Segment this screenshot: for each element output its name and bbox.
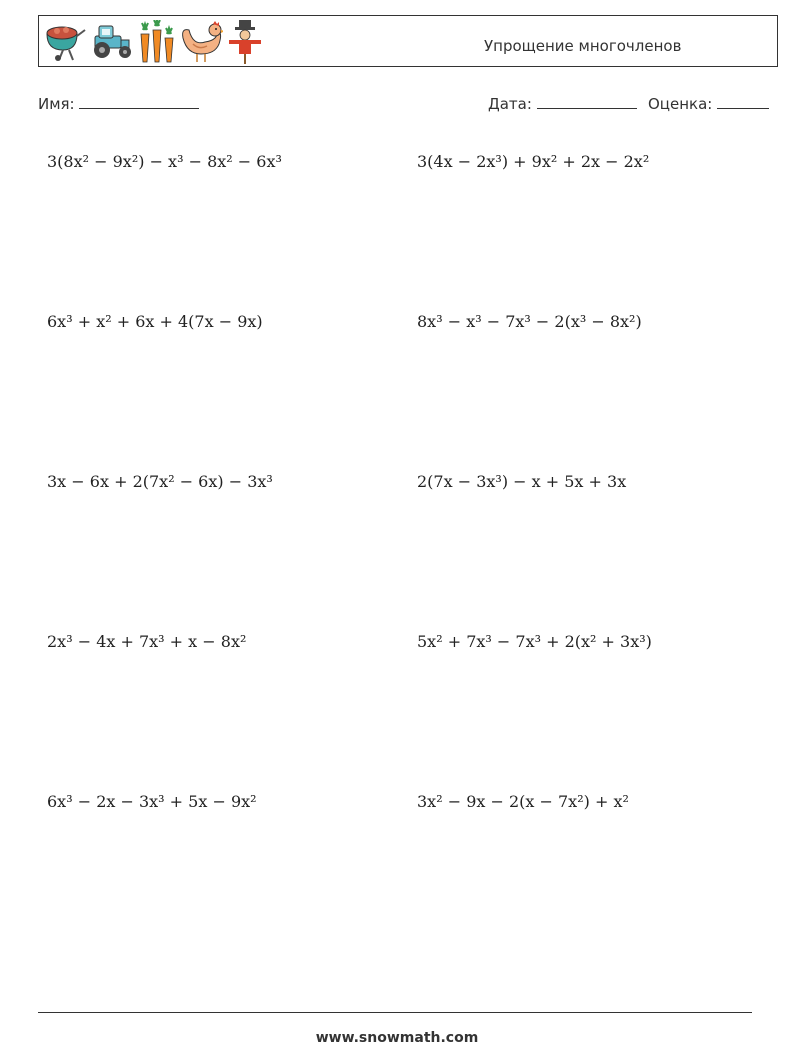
problem-6: 2(7x − 3x³) − x + 5x + 3x	[417, 472, 627, 491]
date-blank[interactable]	[537, 94, 637, 109]
grade-field	[648, 94, 769, 113]
date-label: Дата:	[488, 95, 532, 113]
name-field	[38, 94, 199, 113]
problem-10: 3x² − 9x − 2(x − 7x²) + x²	[417, 792, 629, 811]
carrots-icon	[137, 20, 177, 64]
name-blank[interactable]	[79, 94, 199, 109]
problem-4: 8x³ − x³ − 7x³ − 2(x³ − 8x²)	[417, 312, 642, 331]
problem-3: 6x³ + x² + 6x + 4(7x − 9x)	[47, 312, 263, 331]
footer-divider	[38, 1012, 752, 1013]
grade-blank[interactable]	[717, 94, 769, 109]
problem-7: 2x³ − 4x + 7x³ + x − 8x²	[47, 632, 247, 651]
problem-9: 6x³ − 2x − 3x³ + 5x − 9x²	[47, 792, 257, 811]
worksheet-title: Упрощение многочленов	[484, 37, 682, 55]
problem-1: 3(8x² − 9x²) − x³ − 8x² − 6x³	[47, 152, 282, 171]
worksheet-header	[38, 15, 778, 67]
grade-label: Оценка:	[648, 95, 713, 113]
hen-icon	[179, 20, 223, 64]
tractor-icon	[89, 20, 135, 64]
footer-url[interactable]: www.snowmath.com	[315, 1030, 479, 1046]
scarecrow-icon	[225, 20, 265, 64]
header-icons	[43, 19, 265, 65]
problem-2: 3(4x − 2x³) + 9x² + 2x − 2x²	[417, 152, 650, 171]
wheelbarrow-icon	[43, 20, 87, 64]
name-label: Имя:	[38, 95, 75, 113]
date-field	[488, 94, 637, 113]
problem-5: 3x − 6x + 2(7x² − 6x) − 3x³	[47, 472, 273, 491]
problem-8: 5x² + 7x³ − 7x³ + 2(x² + 3x³)	[417, 632, 652, 651]
